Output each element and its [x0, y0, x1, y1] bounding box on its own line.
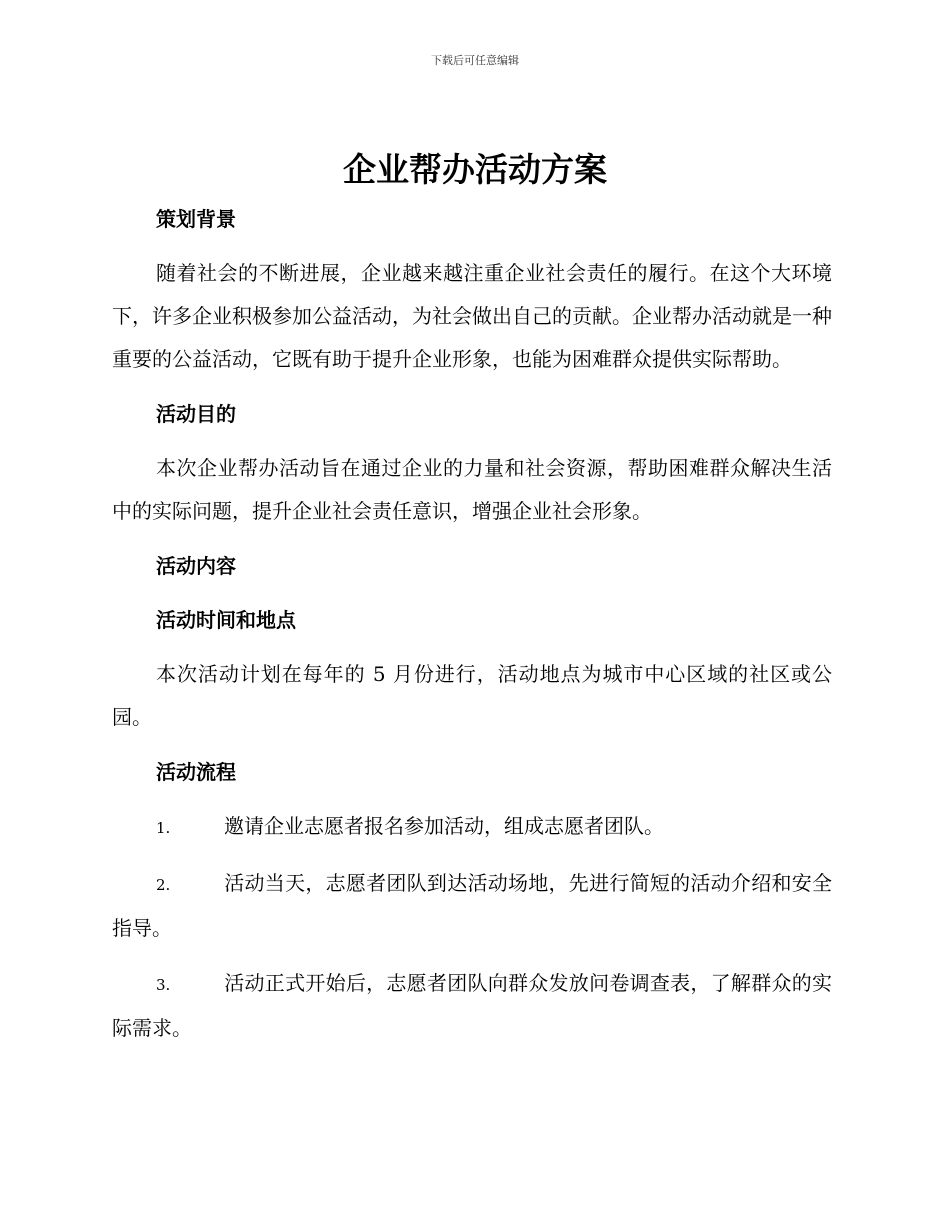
section-heading-content: 活动内容 [156, 554, 236, 578]
list-item-number: 1. [156, 819, 171, 837]
header-note: 下载后可任意编辑 [431, 54, 519, 67]
document-body [112, 198, 832, 1050]
list-item-number: 3. [156, 976, 171, 994]
section-heading-time-place: 活动时间和地点 [156, 608, 296, 632]
document-title: 企业帮办活动方案 [343, 150, 607, 189]
paragraph-purpose: 本次企业帮办活动旨在通过企业的力量和社会资源，帮助困难群众解决生活中的实际问题，提升企业社会责任意识，增强企业社会形象。 [112, 456, 832, 523]
section-heading-background: 策划背景 [156, 207, 236, 231]
list-item-text: 活动正式开始后，志愿者团队向群众发放问卷调查表，了解群众的实际需求。 [112, 971, 832, 1040]
list-item [112, 962, 832, 1050]
list-item [112, 805, 832, 850]
paragraph-time-place: 本次活动计划在每年的 5 月份进行，活动地点为城市中心区域的社区或公园。 [112, 662, 832, 729]
list-item-text: 邀请企业志愿者报名参加活动，组成志愿者团队。 [224, 814, 664, 838]
list-item-number: 2. [156, 876, 171, 894]
list-item-text: 活动当天，志愿者团队到达活动场地，先进行简短的活动介绍和安全指导。 [112, 871, 832, 940]
section-heading-process: 活动流程 [156, 760, 236, 784]
paragraph-background: 随着社会的不断进展，企业越来越注重企业社会责任的履行。在这个大环境下，许多企业积极参加公益活动，为社会做出自己的贡献。企业帮办活动就是一种重要的公益活动，它既有助于提升企业形象，也能为困难群众提供实际帮助。 [112, 261, 832, 371]
list-item [112, 862, 832, 950]
section-heading-purpose: 活动目的 [156, 402, 236, 426]
